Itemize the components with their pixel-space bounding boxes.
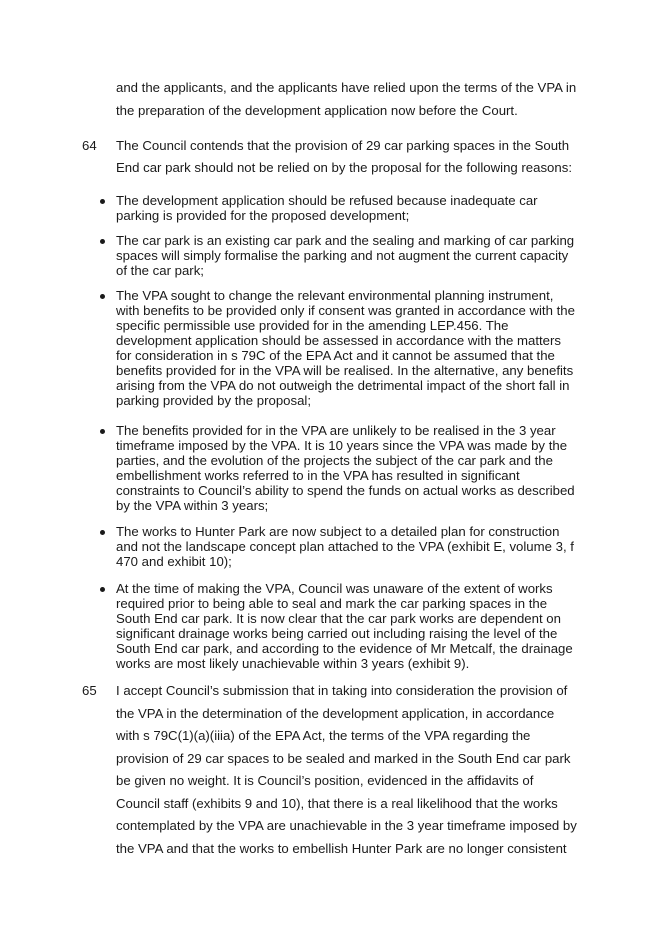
text-line: Council staff (exhibits 9 and 10), that there is a real likelihood that the works [116, 796, 558, 811]
text-line: significant drainage works being carried out including raising the level of the [116, 626, 558, 641]
text-line: be given no weight. It is Council’s position, evidenced in the affidavits of [116, 773, 534, 788]
paragraph-number: 65 [82, 683, 97, 698]
text-line: The benefits provided for in the VPA are unlikely to be realised in the 3 year [116, 423, 556, 438]
text-line: spaces will simply formalise the parking and not augment the current capacity [116, 248, 569, 263]
bullet-icon [100, 530, 105, 535]
text-line: and not the landscape concept plan attached to the VPA (exhibit E, volume 3, f [116, 539, 574, 554]
text-line: contemplated by the VPA are unachievable in the 3 year timeframe imposed by [116, 818, 577, 833]
text-line: End car park should not be relied on by the proposal for the following reasons: [116, 160, 572, 175]
text-line: The works to Hunter Park are now subject to a detailed plan for construction [116, 524, 560, 539]
text-line: parking provided by the proposal; [116, 393, 312, 408]
text-line: parties, and the evolution of the projects the subject of the car park and the [116, 453, 553, 468]
text-line: embellishment works referred to in the VPA has resulted in significant [116, 468, 520, 483]
text-line: works are most likely unachievable within 3 years (exhibit 9). [116, 656, 470, 671]
bullet-icon [100, 429, 105, 434]
text-line: development application should be assessed in accordance with the matters [116, 333, 561, 348]
text-line: provision of 29 car spaces to be sealed and marked in the South End car park [116, 751, 571, 766]
text-line: arising from the VPA do not outweigh the detrimental impact of the short fall in [116, 378, 570, 393]
text-line: The car park is an existing car park and the sealing and marking of car parking [116, 233, 575, 248]
text-line: The development application should be refused because inadequate car [116, 193, 538, 208]
text-line: the preparation of the development application now before the Court. [116, 103, 518, 118]
text-line: for consideration in s 79C of the EPA Act and it cannot be assumed that the [116, 348, 555, 363]
text-line: of the car park; [116, 263, 204, 278]
text-line: the VPA and that the works to embellish Hunter Park are no longer consistent [116, 841, 567, 856]
text-line: timeframe imposed by the VPA. It is 10 years since the VPA was made by the [116, 438, 568, 453]
bullet-icon [100, 199, 105, 204]
text-line: by the VPA within 3 years; [116, 498, 269, 513]
text-line: with s 79C(1)(a)(iiia) of the EPA Act, the terms of the VPA regarding the [116, 728, 531, 743]
text-line: constraints to Council’s ability to spend the funds on actual works as described [116, 483, 575, 498]
bullet-icon [100, 294, 105, 299]
text-line: parking is provided for the proposed development; [116, 208, 410, 223]
text-line: and the applicants, and the applicants have relied upon the terms of the VPA in [116, 80, 577, 95]
text-line: South End car park, and according to the evidence of Mr Metcalf, the drainage [116, 641, 573, 656]
text-line: I accept Council’s submission that in taking into consideration the provision of [116, 683, 568, 698]
text-line: At the time of making the VPA, Council was unaware of the extent of works [116, 581, 553, 596]
text-line: with benefits to be provided only if consent was granted in accordance with the [116, 303, 575, 318]
text-line: specific permissible use provided for in the amending LEP.456. The [116, 318, 509, 333]
bullet-icon [100, 239, 105, 244]
text-line: the VPA in the determination of the development application, in accordance [116, 706, 555, 721]
text-line: 470 and exhibit 10); [116, 554, 232, 569]
text-line: The VPA sought to change the relevant environmental planning instrument, [116, 288, 554, 303]
text-line: benefits provided for in the VPA will be realised. In the alternative, any benefits [116, 363, 574, 378]
text-line: required prior to being able to seal and mark the car parking spaces in the [116, 596, 548, 611]
text-line: South End car park. It is now clear that the car park works are dependent on [116, 611, 561, 626]
paragraph-number: 64 [82, 138, 97, 153]
text-line: The Council contends that the provision of 29 car parking spaces in the South [116, 138, 570, 153]
bullet-icon [100, 587, 105, 592]
